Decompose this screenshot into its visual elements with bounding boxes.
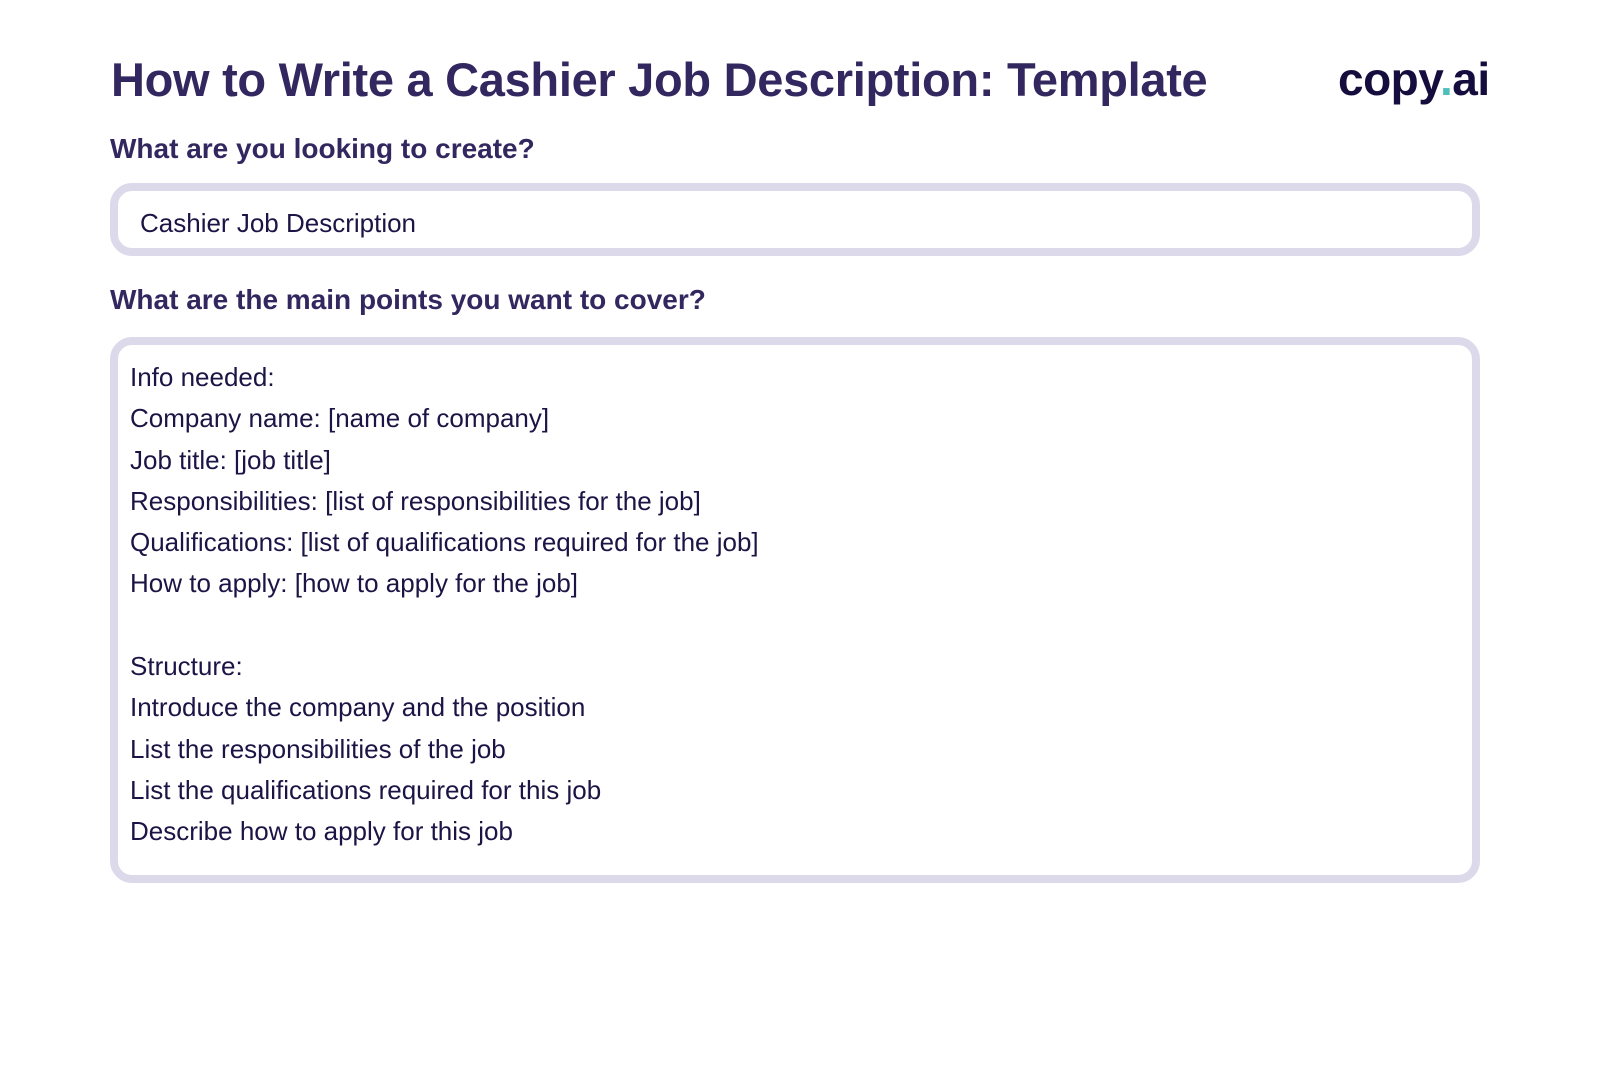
points-label: What are the main points you want to cover?: [110, 284, 706, 315]
logo-suffix: ai: [1452, 53, 1490, 105]
copy-ai-logo: [1338, 52, 1490, 106]
create-label: What are you looking to create?: [110, 133, 535, 164]
textarea-line: Describe how to apply for this job: [130, 816, 513, 847]
textarea-line: Responsibilities: [list of responsibilities for the job]: [130, 485, 701, 516]
logo-main: copy: [1338, 53, 1440, 105]
create-input[interactable]: [110, 183, 1480, 256]
textarea-line: Job title: [job title]: [130, 444, 331, 475]
textarea-line: List the responsibilities of the job: [130, 733, 506, 764]
textarea-line: Qualifications: [list of qualifications required for the job]: [130, 527, 759, 558]
page-title: How to Write a Cashier Job Description: Template: [111, 53, 1208, 106]
textarea-line: List the qualifications required for this job: [130, 774, 602, 805]
logo-dot: .: [1439, 53, 1453, 105]
textarea-line: [130, 605, 1472, 646]
textarea-line: Structure:: [130, 651, 243, 682]
textarea-line: Company name: [name of company]: [130, 403, 550, 434]
textarea-line: Info needed:: [130, 362, 275, 392]
textarea-line: How to apply: [how to apply for the job]: [130, 568, 579, 599]
textarea-line: Introduce the company and the position: [130, 692, 586, 723]
create-input-value: Cashier Job Description: [140, 208, 417, 238]
points-textarea[interactable]: [110, 337, 1480, 883]
